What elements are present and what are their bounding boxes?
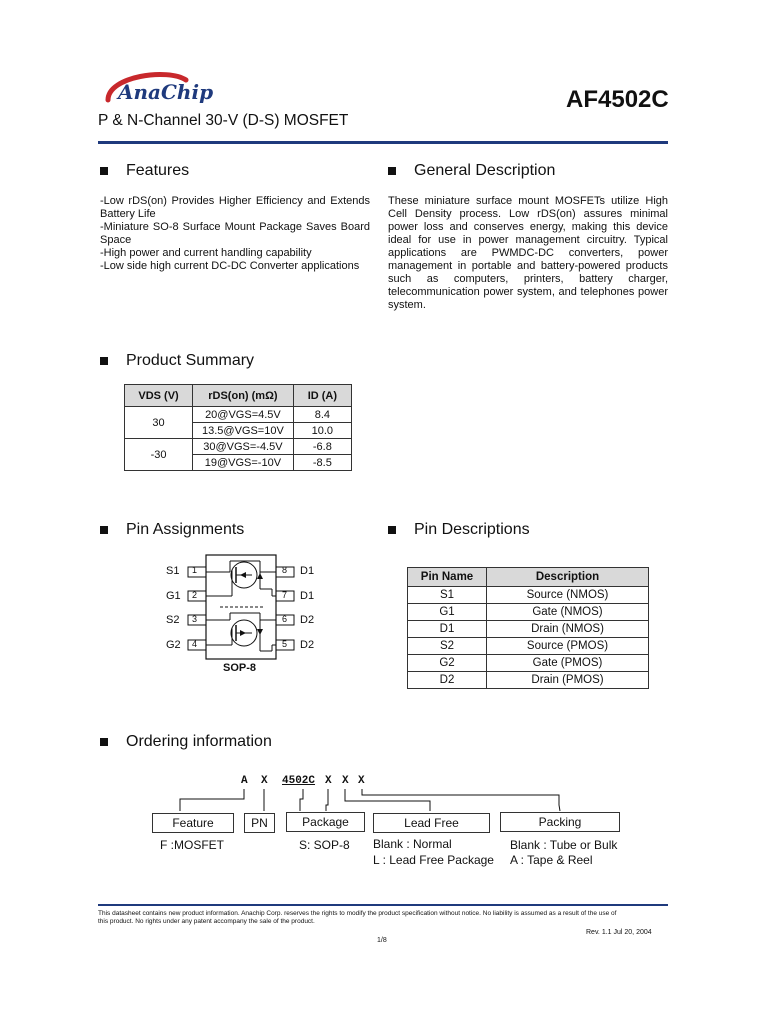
package-box: Package	[286, 812, 365, 832]
features-list	[100, 195, 370, 273]
logo-text: AnaChip	[118, 80, 214, 104]
feature-description: F :MOSFET	[160, 838, 224, 852]
table-row: D1 Drain (NMOS)	[408, 621, 649, 638]
pin-label: S2	[166, 614, 180, 626]
header-divider	[98, 141, 668, 144]
column-header: Pin Name	[408, 568, 487, 587]
bullet-square-icon	[100, 526, 108, 534]
packing-tape: A : Tape & Reel	[510, 853, 593, 867]
bullet-square-icon	[388, 167, 396, 175]
pin-number: 5	[282, 639, 288, 649]
table-row: G2 Gate (PMOS)	[408, 655, 649, 672]
table-row: 13.5@VGS=10V 10.0	[125, 423, 352, 439]
feature-item: -Low side high current DC-DC Converter applications	[100, 260, 360, 272]
pin-number: 4	[192, 639, 198, 649]
anachip-logo	[98, 66, 228, 114]
general-description-heading: General Description	[388, 162, 555, 180]
ordering-heading: Ordering information	[100, 733, 272, 751]
pin-number: 1	[192, 565, 198, 575]
bullet-square-icon	[100, 167, 108, 175]
page-title: P & N-Channel 30-V (D-S) MOSFET	[98, 112, 349, 129]
pin-number: 2	[192, 590, 198, 600]
table-row: 30 20@VGS=4.5V 8.4	[125, 407, 352, 423]
order-code-x: X	[261, 775, 268, 787]
bullet-square-icon	[100, 357, 108, 365]
column-header: Description	[487, 568, 649, 587]
sop8-pin-diagram	[160, 553, 330, 678]
disclaimer-line-2: this product. No rights under any patent accompany the sale of the product.	[98, 918, 315, 925]
pin-label: D2	[300, 614, 315, 626]
page-number: 1/8	[377, 937, 387, 944]
pin-label: D2	[300, 639, 315, 651]
column-header: VDS (V)	[125, 385, 193, 407]
pin-label: D1	[300, 590, 315, 602]
pin-label: G2	[166, 639, 181, 651]
pin-label: S1	[166, 565, 180, 577]
general-description-text: These miniature surface mount MOSFETs utilize High Cell Density process. Low rDS(on) assures minimal power loss and conserves energy, making this device ideal for use in power management circuitry. Typical applications are PWMDC-DC converters, power management in portable and battery-powered products such as computers, printers, battery charger, telecommunication power system, and telephones power system.	[388, 195, 668, 311]
pin-number: 6	[282, 614, 288, 624]
pin-number: 3	[192, 614, 198, 624]
lead-free-normal: Blank : Normal	[373, 837, 452, 851]
features-heading: Features	[100, 162, 189, 180]
packing-tube: Blank : Tube or Bulk	[510, 838, 618, 852]
pin-number: 8	[282, 565, 288, 575]
column-header: ID (A)	[293, 385, 351, 407]
packing-box: Packing	[500, 812, 620, 832]
order-code-x: X	[342, 775, 349, 787]
product-summary-table	[124, 384, 352, 471]
feature-item: -Miniature SO-8 Surface Mount Package Saves Board Space	[100, 221, 370, 246]
column-header: rDS(on) (mΩ)	[193, 385, 294, 407]
table-row: S2 Source (PMOS)	[408, 638, 649, 655]
pn-box: PN	[244, 813, 275, 833]
pin-descriptions-heading: Pin Descriptions	[388, 521, 530, 539]
pin-assignments-heading: Pin Assignments	[100, 521, 244, 539]
feature-item: -High power and current handling capability	[100, 247, 312, 259]
lead-free-package: L : Lead Free Package	[373, 853, 494, 867]
table-row: 19@VGS=-10V -8.5	[125, 455, 352, 471]
pin-descriptions-table	[407, 567, 649, 689]
pin-label: D1	[300, 565, 315, 577]
feature-item: -Low rDS(on) Provides Higher Efficiency and Extends Battery Life	[100, 195, 370, 220]
disclaimer-line-1: This datasheet contains new product information. Anachip Corp. reserves the rights to modify the product specification without notice. No liability is assumed as a result of the use of	[98, 910, 617, 917]
order-code-a: A	[241, 775, 248, 787]
package-description: S: SOP-8	[299, 838, 350, 852]
package-label: SOP-8	[223, 662, 257, 674]
bullet-square-icon	[100, 738, 108, 746]
table-row: D2 Drain (PMOS)	[408, 672, 649, 689]
bullet-square-icon	[388, 526, 396, 534]
footer-divider	[98, 904, 668, 906]
order-code-pn: 4502C	[282, 775, 316, 787]
order-code-x: X	[325, 775, 332, 787]
order-code-x: X	[358, 775, 365, 787]
part-number: AF4502C	[566, 86, 669, 113]
table-row: S1 Source (NMOS)	[408, 587, 649, 604]
revision-date: Rev. 1.1 Jul 20, 2004	[586, 929, 652, 936]
ordering-connector-lines	[150, 785, 570, 815]
table-row: -30 30@VGS=-4.5V -6.8	[125, 439, 352, 455]
pin-label: G1	[166, 590, 181, 602]
feature-box: Feature	[152, 813, 234, 833]
pin-number: 7	[282, 590, 288, 600]
lead-free-box: Lead Free	[373, 813, 490, 833]
product-summary-heading: Product Summary	[100, 352, 254, 370]
table-row: G1 Gate (NMOS)	[408, 604, 649, 621]
